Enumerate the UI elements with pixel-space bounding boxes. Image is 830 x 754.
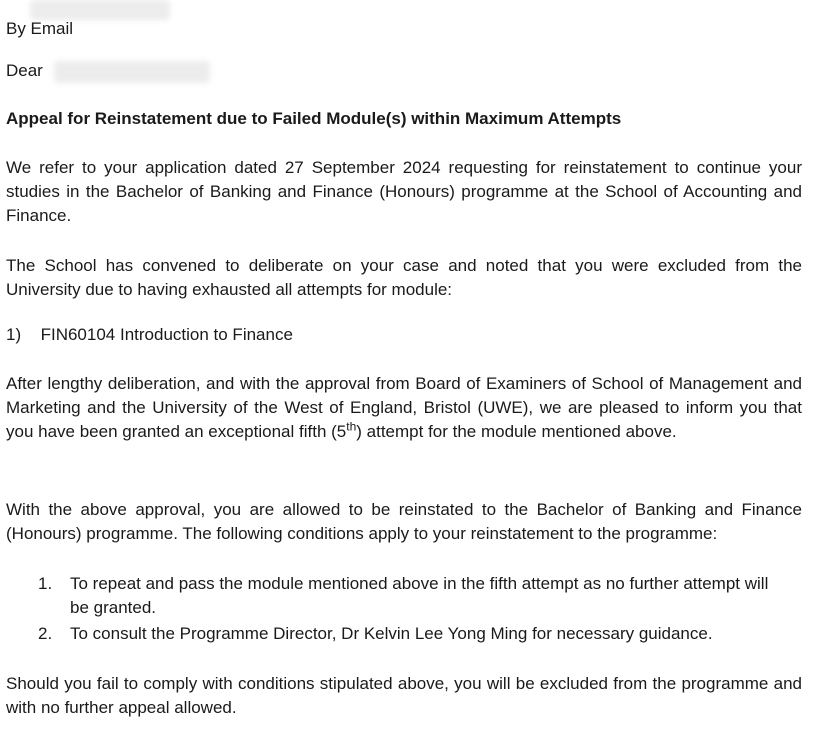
condition-text: To repeat and pass the module mentioned above in the fifth attempt as no further attempt will be granted.: [70, 574, 769, 617]
paragraph-exclusion-text: The School has convened to deliberate on your case and noted that you were excluded from the University due to having exhausted all attempts for module:: [6, 256, 802, 299]
redacted-recipient-name: [54, 61, 210, 83]
module-list-item: [6, 323, 293, 347]
approval-text-superscript: th: [346, 419, 357, 434]
paragraph-warning-text: Should you fail to comply with conditions stipulated above, you will be excluded from the programme and with no further appeal allowed.: [6, 674, 802, 717]
letter-subject: Appeal for Reinstatement due to Failed Module(s) within Maximum Attempts: [6, 109, 622, 128]
paragraph-exclusion: [6, 254, 802, 302]
paragraph-approval: [6, 372, 802, 444]
paragraph-application-text: We refer to your application dated 27 September 2024 requesting for reinstatement to continue your studies in the Bachelor of Banking and Finance (Honours) programme at the School of Accounting and Finance.: [6, 158, 802, 225]
condition-number: 2.: [38, 624, 53, 643]
condition-text: To consult the Programme Director, Dr Kelvin Lee Yong Ming for necessary guidance.: [70, 624, 713, 643]
approval-text-end: ) attempt for the module mentioned above.: [356, 422, 677, 441]
paragraph-warning: [6, 672, 802, 720]
approval-text-start: After lengthy deliberation, and with the approval from Board of Examiners of School of Management and Marketing and the University of the West of England, Bristol (UWE), we are pleased to inform you that you have been granted an exceptional fifth (5: [6, 374, 802, 441]
paragraph-reinstatement-text: With the above approval, you are allowed to be reinstated to the Bachelor of Banking and Finance (Honours) programme. The following conditions apply to your reinstatement to the programme:: [6, 500, 802, 543]
paragraph-approval-text: [6, 372, 802, 444]
condition-number: 1.: [38, 574, 53, 593]
salutation: Dear: [6, 61, 43, 80]
paragraph-application: [6, 156, 802, 228]
paragraph-reinstatement: [6, 498, 802, 546]
module-item-text: FIN60104 Introduction to Finance: [40, 325, 293, 344]
module-item-number: 1): [6, 325, 22, 344]
delivery-method: By Email: [6, 19, 74, 38]
